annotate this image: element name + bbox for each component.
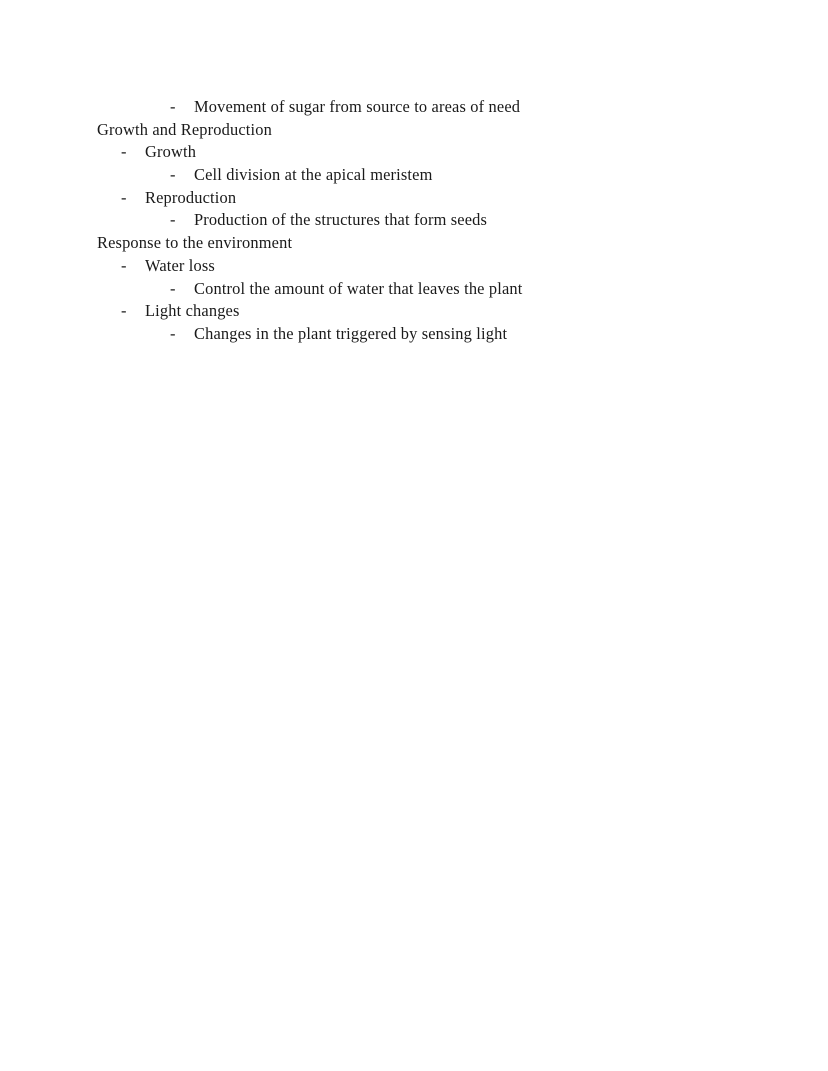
bullet-dash-icon: - <box>170 97 176 116</box>
outline-line <box>0 300 828 323</box>
outline-line-text: Growth <box>145 142 197 162</box>
bullet-dash-icon: - <box>170 323 176 343</box>
outline-line-text: Movement of sugar from source to areas of need <box>194 97 521 116</box>
bullet-dash-icon: - <box>121 187 127 207</box>
bullet-dash-icon: - <box>121 301 127 321</box>
bullet-dash-icon: - <box>121 255 127 275</box>
outline-line-text: Light changes <box>145 301 240 321</box>
outline-line <box>0 164 828 187</box>
outline-line-text: Control the amount of water that leaves the plant <box>194 278 523 298</box>
outline-content <box>0 96 828 346</box>
outline-line <box>0 209 828 232</box>
outline-line-text: Response to the environment <box>97 233 293 253</box>
outline-line-text: Cell division at the apical meristem <box>194 165 433 185</box>
outline-line <box>0 141 828 164</box>
outline-line <box>0 119 828 142</box>
outline-line <box>0 323 828 346</box>
outline-line <box>0 232 828 255</box>
outline-line <box>0 278 828 301</box>
outline-line-text: Growth and Reproduction <box>97 119 272 139</box>
outline-line <box>0 187 828 210</box>
bullet-dash-icon: - <box>170 210 176 230</box>
outline-line <box>0 255 828 278</box>
outline-line-text: Water loss <box>145 255 215 275</box>
outline-line <box>0 96 828 119</box>
bullet-dash-icon: - <box>170 165 176 185</box>
bullet-dash-icon: - <box>121 142 127 162</box>
outline-line-text: Reproduction <box>145 187 237 207</box>
outline-line-text: Changes in the plant triggered by sensing light <box>194 323 508 343</box>
bullet-dash-icon: - <box>170 278 176 298</box>
outline-line-text: Production of the structures that form seeds <box>194 210 488 230</box>
